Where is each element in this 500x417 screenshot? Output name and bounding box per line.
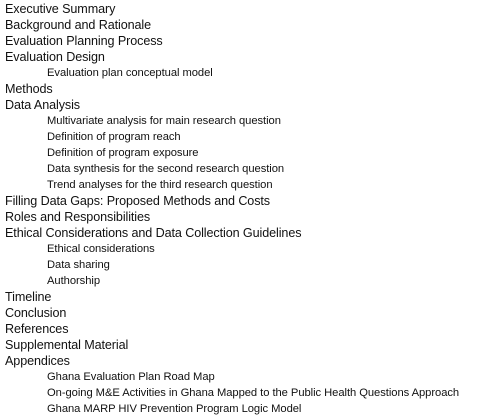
toc-subsection-link[interactable]: Multivariate analysis for main research question	[47, 115, 281, 127]
toc-subsection-link[interactable]: Data synthesis for the second research question	[47, 163, 285, 175]
toc-section-link[interactable]: Background and Rationale	[5, 18, 152, 32]
toc-section-link[interactable]: Executive Summary	[5, 2, 116, 16]
toc-section-link[interactable]: Evaluation Design	[5, 50, 105, 64]
toc-subsection-link[interactable]: Ghana Evaluation Plan Road Map	[47, 371, 215, 383]
toc-section-link[interactable]: Appendices	[5, 354, 70, 368]
toc-section-link[interactable]: References	[5, 322, 69, 336]
toc-section-link[interactable]: Supplemental Material	[5, 338, 129, 352]
toc-section-link[interactable]: Conclusion	[5, 306, 67, 320]
toc-subsection-link[interactable]: Ghana MARP HIV Prevention Program Logic Model	[47, 403, 302, 415]
toc-section-link[interactable]: Data Analysis	[5, 98, 81, 112]
toc-section-link[interactable]: Filling Data Gaps: Proposed Methods and Costs	[5, 194, 271, 208]
table-of-contents	[0, 1, 500, 417]
toc-subsection-link[interactable]: Data sharing	[47, 259, 110, 271]
toc-section-link[interactable]: Methods	[5, 82, 53, 96]
toc-section-link[interactable]: Roles and Responsibilities	[5, 210, 151, 224]
toc-subsection-link[interactable]: Evaluation plan conceptual model	[47, 67, 213, 79]
toc-subsection-link[interactable]: Authorship	[47, 275, 100, 287]
toc-section-link[interactable]: Evaluation Planning Process	[5, 34, 163, 48]
toc-subsection-link[interactable]: Ethical considerations	[47, 243, 155, 255]
toc-section-link[interactable]: Ethical Considerations and Data Collection Guidelines	[5, 226, 302, 240]
toc-subsection-link[interactable]: Trend analyses for the third research question	[47, 179, 273, 191]
toc-subsection-link[interactable]: On-going M&E Activities in Ghana Mapped to the Public Health Questions Approach	[47, 387, 460, 399]
toc-section-link[interactable]: Timeline	[5, 290, 52, 304]
toc-subsection-link[interactable]: Definition of program exposure	[47, 147, 199, 159]
toc-subsection-link[interactable]: Definition of program reach	[47, 131, 181, 143]
